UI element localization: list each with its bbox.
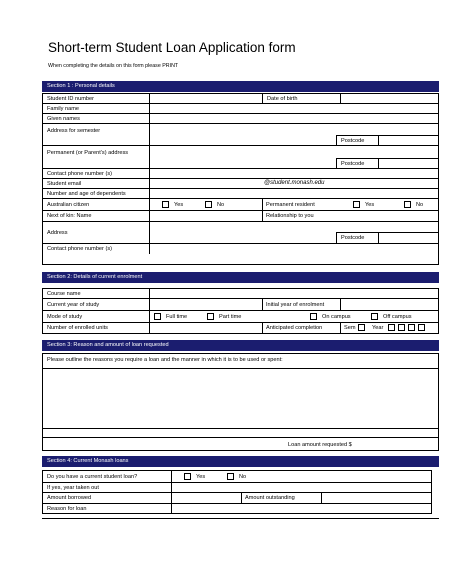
section-1-title: Section 1 : Personal details (47, 82, 115, 89)
divider (43, 428, 438, 429)
label-amount-outstanding: Amount outstanding (245, 495, 295, 501)
row-kin-address (43, 222, 438, 244)
label-dob-cell (262, 94, 340, 103)
input-postcode-3[interactable] (378, 232, 438, 243)
reason-text-area[interactable] (43, 369, 438, 443)
off-campus-label: Off campus (383, 314, 412, 320)
label-sem: Sem (344, 325, 356, 331)
label-loan-amount: Loan amount requested $ (288, 442, 352, 448)
full-time-label: Full time (166, 314, 188, 320)
label-relationship: Relationship to you (266, 213, 314, 219)
full-time-checkbox[interactable] (154, 313, 161, 320)
label-australian-citizen: Australian citizen (47, 202, 90, 208)
part-time-checkbox[interactable] (207, 313, 214, 320)
section-1-header (42, 81, 439, 92)
citizen-yes-checkbox[interactable] (162, 201, 169, 208)
input-current-year[interactable] (149, 299, 262, 310)
resident-yes-label: Yes (365, 202, 375, 208)
postcode-cell-3 (336, 232, 379, 243)
current-loan-options (171, 471, 431, 482)
label-address-semester: Address for semester (47, 128, 101, 134)
label-course-name: Course name (47, 291, 81, 297)
label-contact-phone: Contact phone number (s) (47, 171, 112, 177)
citizen-no-checkbox[interactable] (205, 201, 212, 208)
year-box-3[interactable] (408, 324, 415, 331)
year-box-4[interactable] (418, 324, 425, 331)
input-units[interactable] (149, 323, 262, 333)
label-next-of-kin: Next of kin: Name (47, 213, 92, 219)
email-domain: @student.monash.edu (264, 180, 325, 186)
row-current-loan (43, 471, 431, 483)
row-enrolled-units (43, 323, 438, 333)
input-initial-year[interactable] (340, 299, 438, 310)
label-amount-borrowed: Amount borrowed (47, 495, 92, 501)
section-3-header (42, 340, 439, 351)
label-permanent-address: Permanent (or Parent’s) address (47, 150, 129, 156)
label-units: Number of enrolled units (47, 325, 108, 331)
input-kin-address[interactable] (149, 222, 438, 243)
input-reason[interactable] (171, 504, 431, 514)
section-3-title: Section 3: Reason and amount of loan requested (47, 341, 169, 348)
label-initial-year: Initial year of enrolment (266, 302, 325, 308)
row-permanent-address (43, 146, 438, 169)
citizen-no-label: No (217, 202, 225, 208)
row-current-year (43, 299, 438, 311)
label-anticipated: Anticipated completion (266, 325, 323, 331)
form-title: Short-term Student Loan Application form (48, 40, 296, 55)
row-given-names (43, 114, 438, 124)
input-address-semester[interactable] (149, 124, 438, 145)
input-postcode-1[interactable] (378, 135, 438, 145)
year-box-1[interactable] (388, 324, 395, 331)
row-dependents (43, 189, 438, 199)
label-mode: Mode of study (47, 314, 83, 320)
row-course-name (43, 289, 438, 299)
label-postcode-2: Postcode (341, 161, 365, 167)
row-reason (43, 504, 431, 514)
bottom-divider (42, 518, 439, 519)
resident-options (262, 199, 438, 210)
input-student-id[interactable] (149, 94, 262, 103)
input-family-name[interactable] (149, 104, 438, 113)
input-amount-outstanding[interactable] (321, 493, 431, 503)
row-year-taken (43, 483, 431, 493)
label-current-year: Current year of study (47, 302, 100, 308)
on-campus-checkbox[interactable] (310, 313, 317, 320)
row-family-name (43, 104, 438, 114)
section-4-title: Section 4: Current Monash loans (47, 457, 129, 464)
input-kin-phone[interactable] (149, 244, 438, 254)
loan-no-checkbox[interactable] (227, 473, 234, 480)
current-loans-table (42, 470, 432, 514)
completion-fields (340, 323, 438, 333)
label-kin-address: Address (47, 230, 68, 236)
on-campus-label: On campus (322, 314, 351, 320)
label-year: Year (372, 325, 384, 331)
row-next-of-kin (43, 211, 438, 222)
label-family-name: Family name (47, 106, 80, 112)
label-student-id: Student ID number (47, 96, 94, 102)
year-box-2[interactable] (398, 324, 405, 331)
input-dob[interactable] (340, 94, 438, 103)
input-postcode-2[interactable] (378, 158, 438, 168)
row-address-semester (43, 124, 438, 146)
input-permanent-address[interactable] (149, 146, 438, 168)
label-postcode-1: Postcode (341, 138, 365, 144)
row-kin-phone (43, 244, 438, 254)
part-time-label: Part time (219, 314, 242, 320)
loan-yes-label: Yes (196, 474, 206, 480)
section-2-title: Section 2: Details of current enrolment (47, 273, 143, 280)
label-dependents: Number and age of dependents (47, 191, 126, 197)
input-amount-borrowed[interactable] (171, 493, 241, 503)
input-course-name[interactable] (149, 289, 438, 298)
row-contact-phone (43, 169, 438, 179)
personal-details-table (42, 93, 439, 265)
label-student-email: Student email (47, 181, 82, 187)
section-4-header (42, 456, 439, 467)
input-year-taken[interactable] (171, 483, 431, 492)
label-year-taken: If yes, year taken out (47, 485, 99, 491)
initial-year-cell (262, 299, 340, 310)
input-loan-amount[interactable] (373, 440, 436, 450)
label-reason: Reason for loan (47, 506, 87, 512)
label-reason-prompt: Please outline the reasons you require a loan and the manner in which it is to be used or spent: (47, 357, 283, 363)
label-current-loan: Do you have a current student loan? (47, 474, 138, 480)
resident-yes-checkbox[interactable] (353, 201, 360, 208)
row-student-email (43, 179, 438, 189)
section-2-header (42, 272, 439, 283)
row-mode-of-study (43, 311, 438, 323)
relationship-cell[interactable] (262, 211, 438, 221)
resident-no-label: No (416, 202, 424, 208)
loan-yes-checkbox[interactable] (184, 473, 191, 480)
input-student-email[interactable] (149, 179, 438, 188)
resident-no-checkbox[interactable] (404, 201, 411, 208)
label-kin-phone: Contact phone number (s) (47, 246, 112, 252)
anticipated-cell (262, 323, 340, 333)
label-postcode-3: Postcode (341, 235, 365, 241)
divider (43, 437, 438, 438)
row-student-id (43, 94, 438, 104)
citizen-yes-label: Yes (174, 202, 184, 208)
sem-box[interactable] (358, 324, 365, 331)
postcode-cell-1 (336, 135, 379, 145)
row-citizen (43, 199, 438, 211)
input-given-names[interactable] (149, 114, 438, 123)
loan-no-label: No (239, 474, 247, 480)
form-instruction: When completing the details on this form please PRINT (48, 63, 179, 69)
citizen-options (149, 199, 262, 210)
enrolment-table (42, 288, 439, 334)
label-permanent-resident: Permanent resident (266, 202, 315, 208)
input-contact-phone[interactable] (149, 169, 438, 178)
row-amount-borrowed (43, 493, 431, 504)
input-dependents[interactable] (149, 189, 438, 198)
mode-options (149, 311, 438, 322)
input-next-of-kin[interactable] (149, 211, 262, 221)
off-campus-checkbox[interactable] (371, 313, 378, 320)
label-dob: Date of birth (267, 96, 298, 102)
loan-reason-table (42, 353, 439, 451)
postcode-cell-2 (336, 158, 379, 168)
outstanding-cell (241, 493, 321, 503)
label-given-names: Given names (47, 116, 80, 122)
